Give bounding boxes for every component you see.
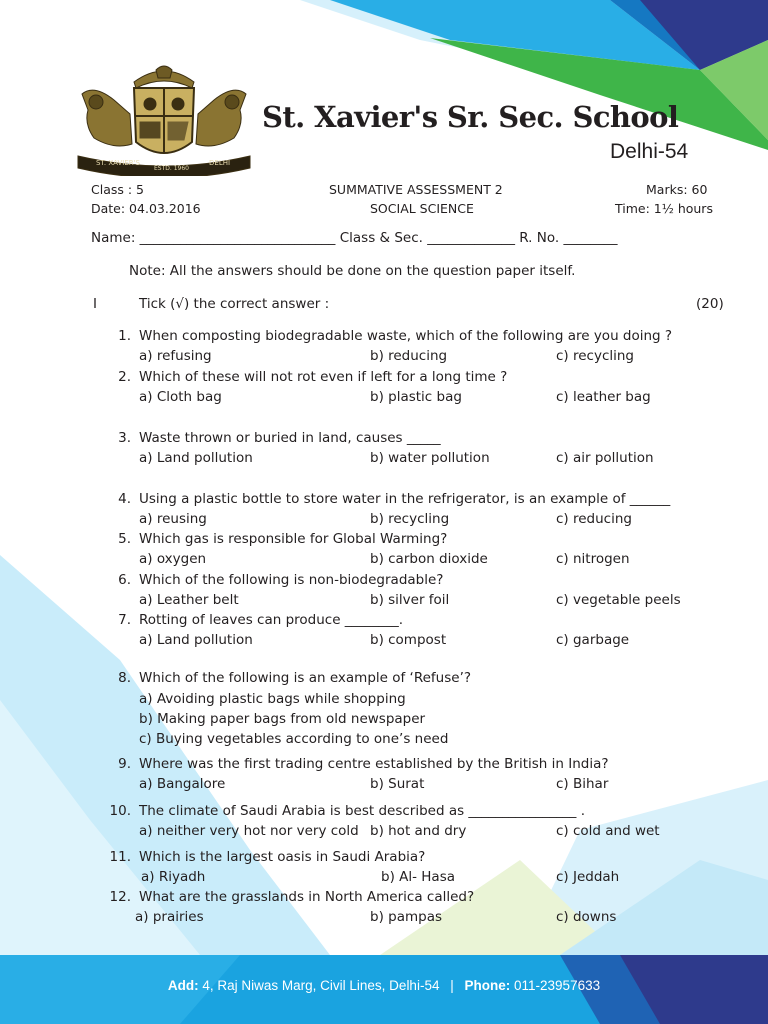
header-subject: SOCIAL SCIENCE xyxy=(370,201,474,216)
question-option[interactable]: c) Bihar xyxy=(556,776,609,792)
question-option[interactable]: a) Avoiding plastic bags while shopping xyxy=(139,691,406,707)
question-number: 8. xyxy=(118,670,131,686)
question-option[interactable]: c) leather bag xyxy=(556,389,651,405)
question-option[interactable]: a) Leather belt xyxy=(139,592,239,608)
question-text: Which of these will not rot even if left for a long time ? xyxy=(139,369,508,385)
question-option[interactable]: c) recycling xyxy=(556,348,635,364)
question-option[interactable]: b) compost xyxy=(370,632,447,648)
question-number: 5. xyxy=(118,531,131,547)
question-number: 1. xyxy=(118,328,131,344)
question-text: Using a plastic bottle to store water in the refrigerator, is an example of ______ xyxy=(139,491,671,507)
question-option[interactable]: b) Al- Hasa xyxy=(381,869,456,885)
question-option[interactable]: a) Cloth bag xyxy=(139,389,222,405)
question-option[interactable]: b) recycling xyxy=(370,511,450,527)
school-city: Delhi-54 xyxy=(610,140,689,163)
question-option[interactable]: b) pampas xyxy=(370,909,442,925)
footer-phone: 011-23957633 xyxy=(510,978,601,993)
question-text: Where was the first trading centre established by the British in India? xyxy=(139,756,609,772)
question-option[interactable]: a) oxygen xyxy=(139,551,207,567)
question-option[interactable]: a) prairies xyxy=(135,909,204,925)
question-option[interactable]: b) hot and dry xyxy=(370,823,467,839)
question-option[interactable]: c) Jeddah xyxy=(556,869,620,885)
question-option[interactable]: b) carbon dioxide xyxy=(370,551,488,567)
question-option[interactable]: a) Land pollution xyxy=(139,450,253,466)
header-assessment: SUMMATIVE ASSESSMENT 2 xyxy=(329,182,503,197)
footer-address: 4, Raj Niwas Marg, Civil Lines, Delhi-54 xyxy=(198,978,440,993)
question-option[interactable]: b) Surat xyxy=(370,776,425,792)
name-class-rollno-line: Name: _____________________________ Class & Sec. _____________ R. No. ________ xyxy=(91,230,618,246)
question-text: Which of the following is an example of ‘Refuse’? xyxy=(139,670,472,686)
question-number: 11. xyxy=(109,849,131,865)
instruction-note: Note: All the answers should be done on the question paper itself. xyxy=(129,263,576,279)
question-number: 10. xyxy=(109,803,131,819)
question-option[interactable]: a) Riyadh xyxy=(141,869,206,885)
question-option[interactable]: c) downs xyxy=(556,909,617,925)
question-text: Which of the following is non-biodegradable? xyxy=(139,572,444,588)
question-option[interactable]: c) garbage xyxy=(556,632,630,648)
question-number: 9. xyxy=(118,756,131,772)
header-date: Date: 04.03.2016 xyxy=(91,201,201,216)
question-number: 7. xyxy=(118,612,131,628)
question-text: Which gas is responsible for Global Warming? xyxy=(139,531,448,547)
svg-text:DELHI: DELHI xyxy=(209,159,231,167)
svg-text:ST. XAVIER'S: ST. XAVIER'S xyxy=(96,159,140,167)
question-option[interactable]: a) neither very hot nor very cold xyxy=(139,823,359,839)
question-option[interactable]: b) plastic bag xyxy=(370,389,462,405)
question-option[interactable]: a) reusing xyxy=(139,511,207,527)
question-option[interactable]: a) Land pollution xyxy=(139,632,253,648)
school-name: St. Xavier's Sr. Sec. School xyxy=(262,100,679,134)
question-number: 4. xyxy=(118,491,131,507)
question-option[interactable]: a) refusing xyxy=(139,348,212,364)
header-time: Time: 1½ hours xyxy=(615,201,713,216)
question-option[interactable]: a) Bangalore xyxy=(139,776,226,792)
question-number: 2. xyxy=(118,369,131,385)
header-marks: Marks: 60 xyxy=(646,182,708,197)
question-option[interactable]: c) air pollution xyxy=(556,450,654,466)
question-text: Rotting of leaves can produce ________. xyxy=(139,612,404,628)
question-option[interactable]: b) water pollution xyxy=(370,450,490,466)
section-marks: (20) xyxy=(696,296,724,312)
question-option[interactable]: c) cold and wet xyxy=(556,823,660,839)
question-option[interactable]: b) Making paper bags from old newspaper xyxy=(139,711,426,727)
question-number: 3. xyxy=(118,430,131,446)
question-text: Which is the largest oasis in Saudi Arabia? xyxy=(139,849,426,865)
footer-phone-label: Phone: xyxy=(464,978,511,993)
question-option[interactable]: c) Buying vegetables according to one’s need xyxy=(139,731,449,747)
footer-address-label: Add: xyxy=(167,978,199,993)
svg-text:ESTD. 1960: ESTD. 1960 xyxy=(154,165,189,172)
question-option[interactable]: b) silver foil xyxy=(370,592,450,608)
question-text: The climate of Saudi Arabia is best described as ________________ . xyxy=(139,803,586,819)
question-option[interactable]: c) reducing xyxy=(556,511,632,527)
question-text: When composting biodegradable waste, which of the following are you doing ? xyxy=(139,328,673,344)
question-option[interactable]: c) nitrogen xyxy=(556,551,630,567)
header-class: Class : 5 xyxy=(91,182,144,197)
question-option[interactable]: b) reducing xyxy=(370,348,448,364)
question-option[interactable]: c) vegetable peels xyxy=(556,592,681,608)
question-text: What are the grasslands in North America called? xyxy=(139,889,475,905)
section-number: I xyxy=(93,296,97,312)
footer-separator: | xyxy=(450,978,454,993)
footer-contact xyxy=(0,978,768,993)
question-number: 6. xyxy=(118,572,131,588)
question-text: Waste thrown or buried in land, causes _____ xyxy=(139,430,441,446)
question-number: 12. xyxy=(109,889,131,905)
section-instruction: Tick (√) the correct answer : xyxy=(139,296,330,312)
